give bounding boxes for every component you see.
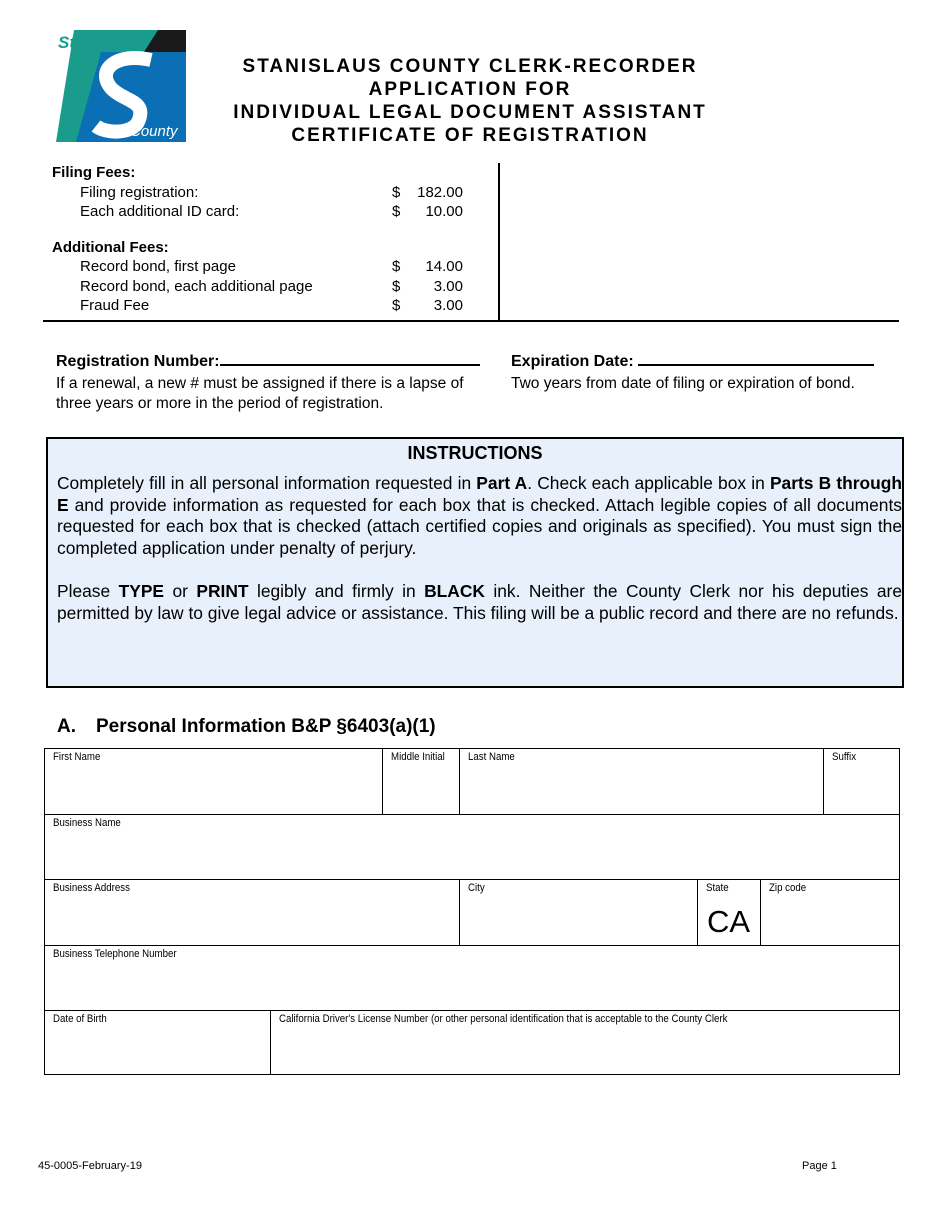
- zip-code-label: Zip code: [769, 882, 807, 894]
- drivers-license-label: California Driver's License Number (or other personal identification that is acceptable to the County Clerk: [279, 1013, 728, 1025]
- state-label: State: [706, 882, 729, 894]
- state-value: CA: [707, 904, 751, 939]
- fee-row: [52, 277, 492, 297]
- filing-fees-heading: Filing Fees:: [52, 164, 136, 181]
- logo-text-bottom: County: [130, 123, 178, 140]
- title-line: APPLICATION FOR: [368, 79, 572, 100]
- business-address-field[interactable]: [45, 880, 460, 946]
- instr-text-bold: Part A: [476, 473, 528, 493]
- fees-divider-horizontal: [43, 320, 899, 322]
- business-phone-field[interactable]: [45, 946, 900, 1011]
- section-a-letter: A.: [57, 716, 76, 737]
- instr-text: and provide information as requested for each box that is checked. Attach legible copies of all documents requested for each box that is checked (attach certified copies and originals as specified). You must sign the completed application under penalty of perjury.: [57, 494, 902, 558]
- instructions-box: [46, 437, 904, 688]
- business-phone-label: Business Telephone Number: [53, 948, 177, 960]
- last-name-field[interactable]: [460, 749, 824, 815]
- fee-row: [52, 296, 492, 316]
- fee-label: Record bond, first page: [80, 258, 236, 275]
- section-a-title: Personal Information B&P §6403(a)(1): [96, 716, 436, 737]
- fees-divider-vertical: [498, 163, 500, 321]
- instr-text-bold: Parts B through E: [57, 473, 903, 515]
- expiration-note: Two years from date of filing or expiration of bond.: [511, 375, 855, 392]
- first-name-label: First Name: [53, 751, 101, 763]
- state-field[interactable]: [698, 880, 761, 946]
- suffix-field[interactable]: [824, 749, 900, 815]
- instr-text-bold: PRINT: [196, 581, 249, 601]
- city-field[interactable]: [460, 880, 698, 946]
- fee-row: [52, 202, 492, 222]
- fee-currency: $: [392, 258, 401, 275]
- registration-note: If a renewal, a new # must be assigned if there is a lapse of three years or more in the period of registration.: [56, 375, 464, 412]
- drivers-license-field[interactable]: [271, 1011, 900, 1075]
- date-of-birth-label: Date of Birth: [53, 1013, 107, 1025]
- fee-label: Filing registration:: [80, 183, 199, 201]
- fee-amount: 3.00: [433, 297, 463, 314]
- fee-row: [52, 257, 492, 277]
- fee-label: Fraud Fee: [80, 297, 150, 314]
- instr-text: ink. Neither the County Clerk nor his deputies are permitted by law to give legal advice or assistance. This filing will be a public record and there are no refunds.: [57, 581, 903, 623]
- business-name-field[interactable]: [45, 815, 900, 880]
- form-id: 45-0005-February-19: [38, 1160, 142, 1172]
- instructions-paragraph-1: [57, 473, 902, 559]
- title-line: STANISLAUS COUNTY CLERK-RECORDER: [242, 56, 698, 77]
- instr-text-bold: BLACK: [424, 581, 485, 601]
- zip-code-field[interactable]: [761, 880, 900, 946]
- fee-label: Each additional ID card:: [80, 203, 240, 220]
- city-label: City: [468, 882, 485, 894]
- fee-currency: $: [392, 277, 401, 295]
- fee-amount: 3.00: [433, 277, 463, 295]
- instr-text: Please: [57, 581, 119, 601]
- instr-text-bold: TYPE: [118, 581, 165, 601]
- logo-text-top: Stanislaus: [58, 33, 144, 52]
- title-line: INDIVIDUAL LEGAL DOCUMENT ASSISTANT: [233, 102, 707, 123]
- last-name-label: Last Name: [468, 751, 515, 763]
- business-name-label: Business Name: [53, 817, 121, 829]
- page-title: [190, 55, 750, 147]
- fees-table: [52, 163, 492, 316]
- instructions-paragraph-2: [57, 581, 902, 624]
- fee-amount: 10.00: [425, 203, 463, 220]
- expiration-date-block: [511, 350, 901, 394]
- fee-label: Record bond, each additional page: [80, 277, 313, 295]
- fee-currency: $: [392, 297, 401, 314]
- page-number: Page 1: [802, 1160, 837, 1172]
- suffix-label: Suffix: [832, 751, 857, 763]
- middle-initial-field[interactable]: [383, 749, 460, 815]
- personal-info-form: [44, 748, 900, 1075]
- section-a-heading: [57, 716, 436, 738]
- first-name-field[interactable]: [45, 749, 383, 815]
- fee-currency: $: [392, 203, 401, 220]
- registration-number-block: [56, 350, 496, 414]
- middle-initial-label: Middle Initial: [391, 751, 445, 763]
- fee-amount: 14.00: [425, 258, 463, 275]
- registration-number-label: Registration Number:: [56, 353, 220, 370]
- fee-currency: $: [392, 183, 401, 201]
- registration-number-field[interactable]: [220, 350, 480, 366]
- instr-text: or: [164, 581, 197, 601]
- fee-amount: 182.00: [417, 183, 463, 201]
- instr-text: Completely fill in all personal information requested in: [57, 473, 477, 493]
- date-of-birth-field[interactable]: [45, 1011, 271, 1075]
- county-logo: [56, 30, 186, 142]
- additional-fees-heading: Additional Fees:: [52, 238, 169, 256]
- instructions-title: INSTRUCTIONS: [407, 443, 543, 463]
- business-address-label: Business Address: [53, 882, 130, 894]
- instr-text: legibly and firmly in: [248, 581, 425, 601]
- fee-row: [52, 183, 492, 203]
- expiration-date-label: Expiration Date:: [511, 353, 634, 370]
- title-line: CERTIFICATE OF REGISTRATION: [291, 125, 649, 146]
- expiration-date-field[interactable]: [638, 350, 874, 366]
- instr-text: . Check each applicable box in: [527, 473, 770, 493]
